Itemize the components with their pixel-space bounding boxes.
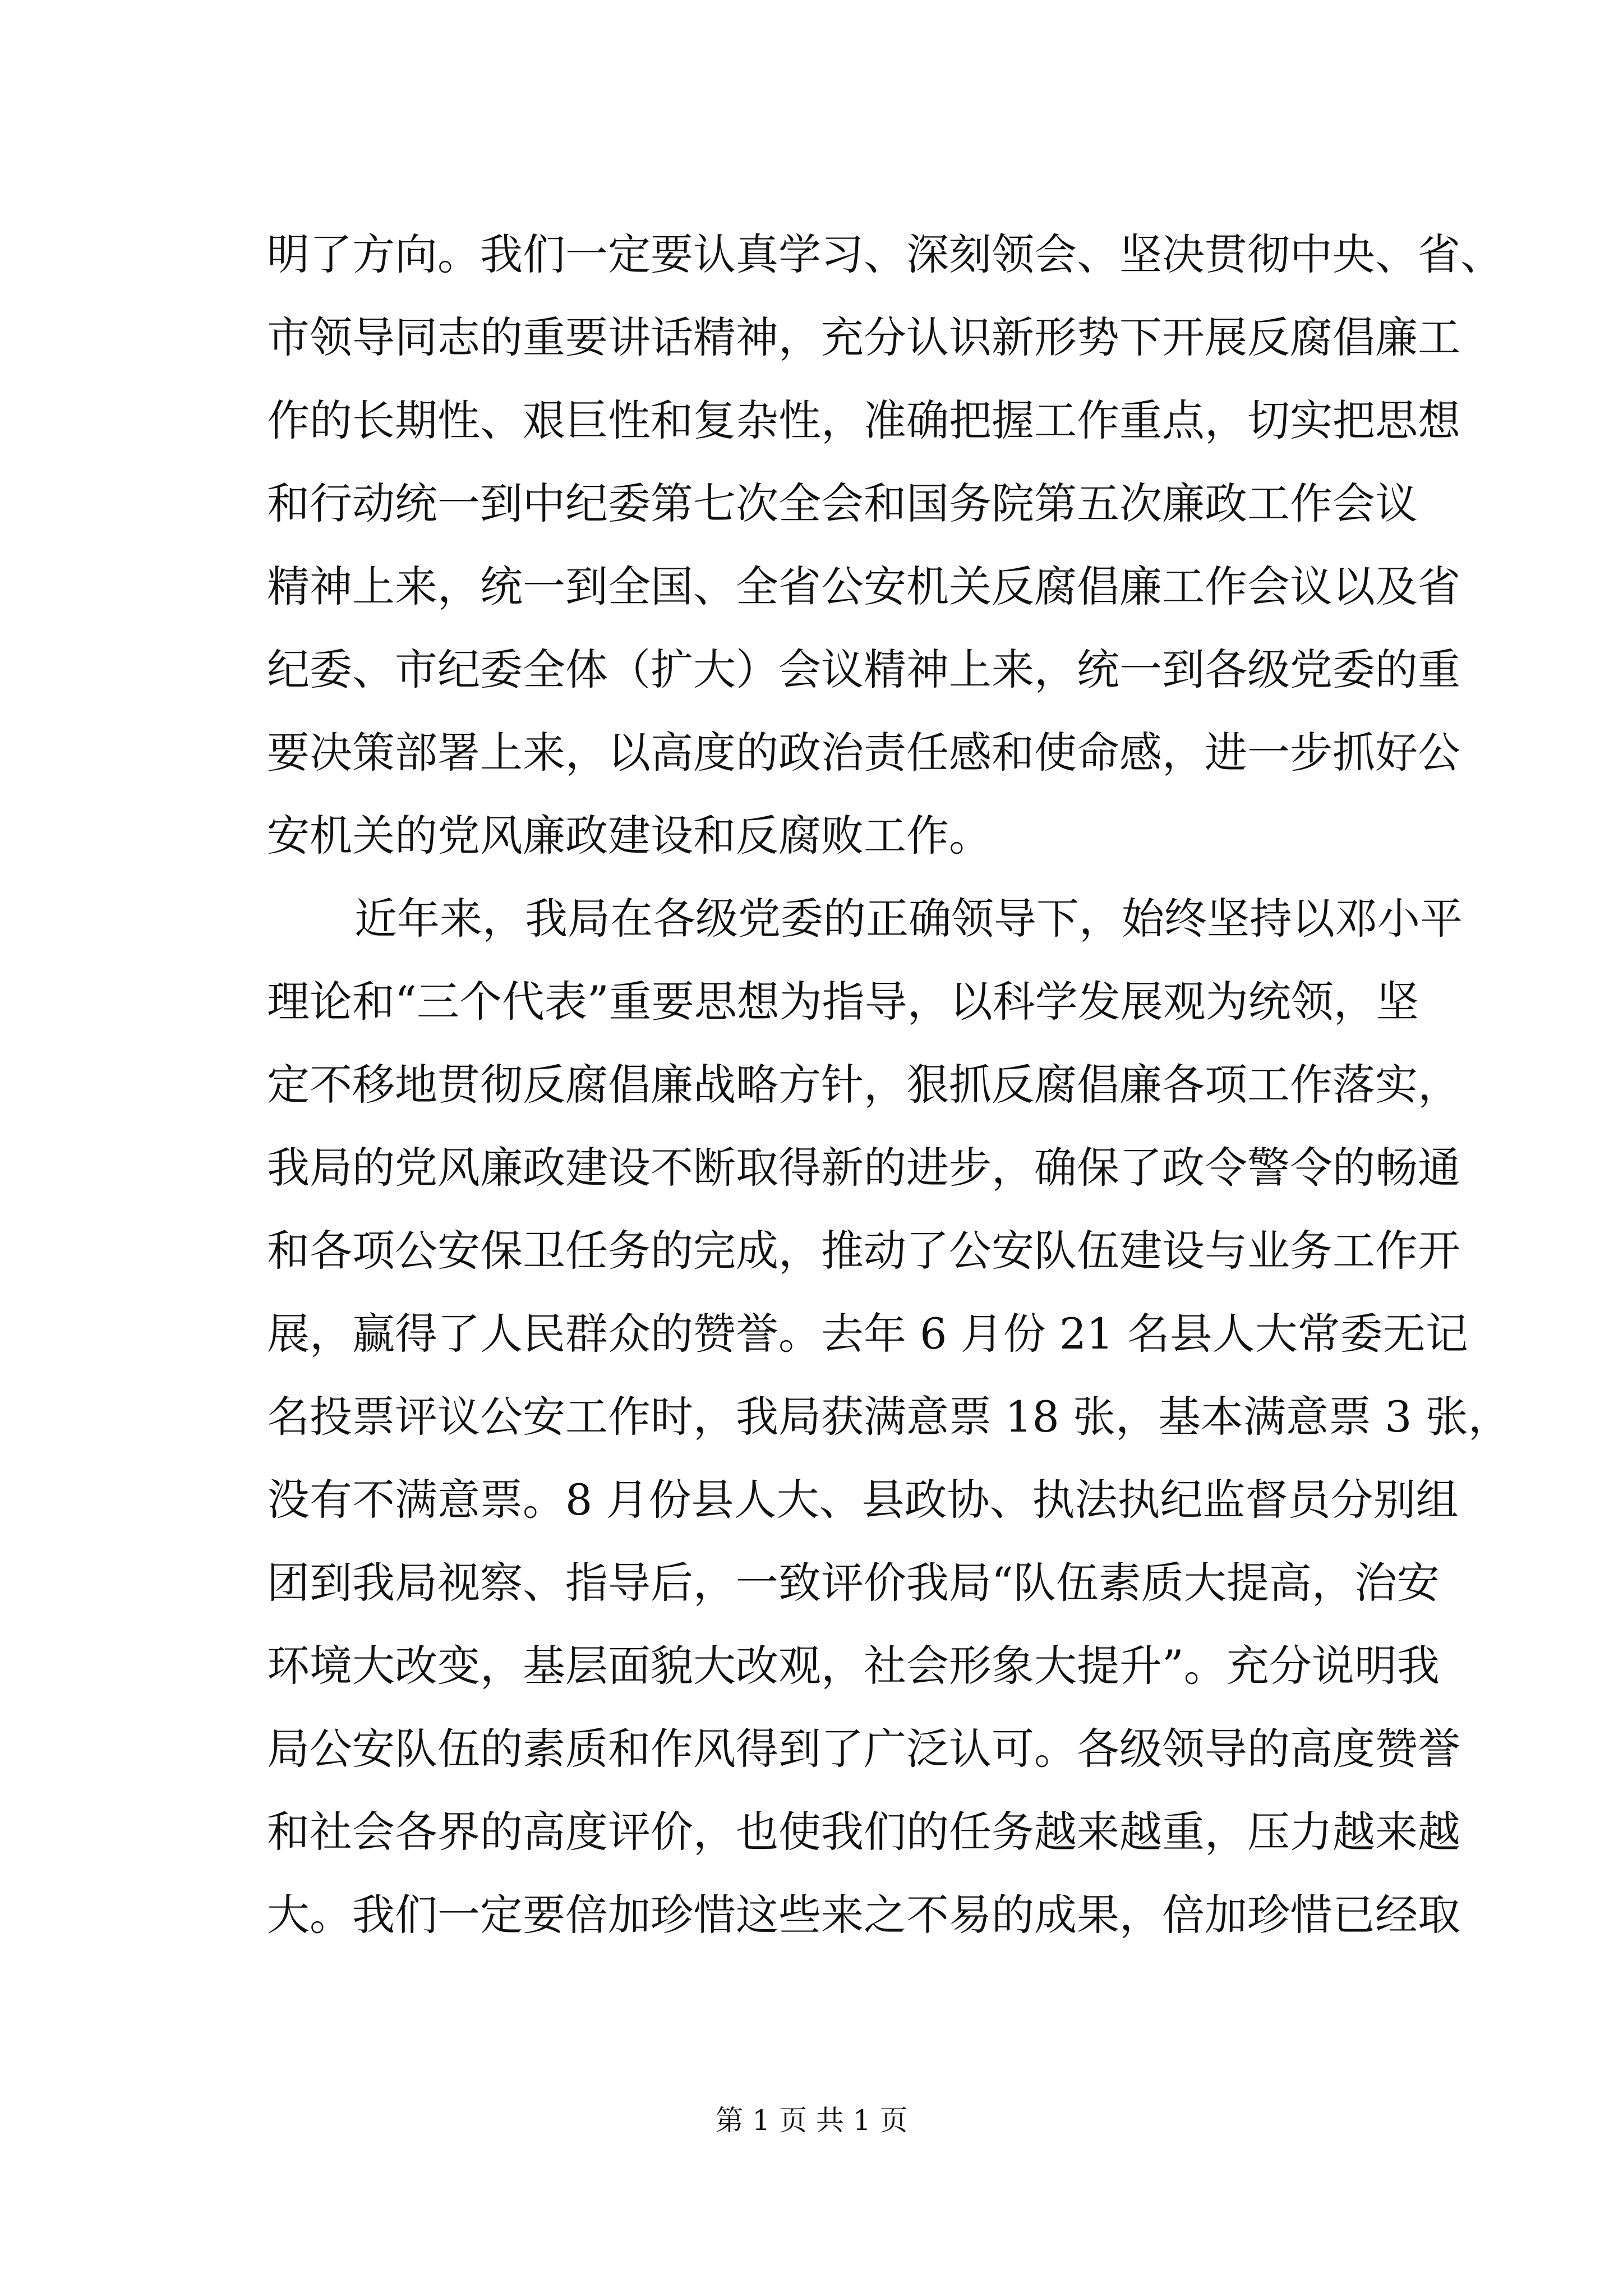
text-line: 和行动统一到中纪委第七次全会和国务院第五次廉政工作会议 [267,478,1418,528]
text-line: 没有不满意票。8 月份县人大、县政协、执法执纪监督员分别组 [267,1475,1459,1525]
text-line: 理论和“三个代表”重要思想为指导，以科学发展观为统领，坚 [267,977,1419,1027]
text-line: 要决策部署上来，以高度的政治责任感和使命感，进一步抓好公 [267,728,1460,777]
text-line: 作的长期性、艰巨性和复杂性，准确把握工作重点，切实把思想 [267,395,1460,445]
text-line: 大。我们一定要倍加珍惜这些来之不易的成果，倍加珍惜已经取 [267,1890,1460,1940]
text-line: 和社会各界的高度评价，也使我们的任务越来越重，压力越来越 [267,1807,1460,1857]
text-line: 局公安队伍的素质和作风得到了广泛认可。各级领导的高度赞誉 [267,1724,1460,1774]
text-line: 近年来，我局在各级党委的正确领导下，始终坚持以邓小平 [354,894,1463,944]
text-line: 我局的党风廉政建设不断取得新的进步，确保了政令警令的畅通 [267,1143,1460,1193]
text-line: 名投票评议公安工作时，我局获满意票 18 张，基本满意票 3 张， [267,1392,1511,1442]
text-line: 和各项公安保卫任务的完成，推动了公安队伍建设与业务工作开 [267,1226,1460,1276]
text-line: 纪委、市纪委全体（扩大）会议精神上来，统一到各级党委的重 [267,645,1460,694]
text-line: 安机关的党风廉政建设和反腐败工作。 [267,811,992,861]
text-line: 市领导同志的重要讲话精神，充分认识新形势下开展反腐倡廉工 [267,312,1460,362]
text-line: 展，赢得了人民群众的赞誉。去年 6 月份 21 名县人大常委无记 [267,1309,1468,1359]
text-line: 环境大改变，基层面貌大改观，社会形象大提升”。充分说明我 [267,1641,1440,1691]
text-line: 精神上来，统一到全国、全省公安机关反腐倡廉工作会议以及省 [267,562,1460,611]
text-line: 定不移地贯彻反腐倡廉战略方针，狠抓反腐倡廉各项工作落实， [267,1060,1460,1110]
page-number-footer: 第 1 页 共 1 页 [715,2104,908,2137]
text-line: 团到我局视察、指导后，一致评价我局“队伍素质大提高，治安 [267,1558,1440,1608]
text-line: 明了方向。我们一定要认真学习、深刻领会、坚决贯彻中央、省、 [267,229,1503,279]
